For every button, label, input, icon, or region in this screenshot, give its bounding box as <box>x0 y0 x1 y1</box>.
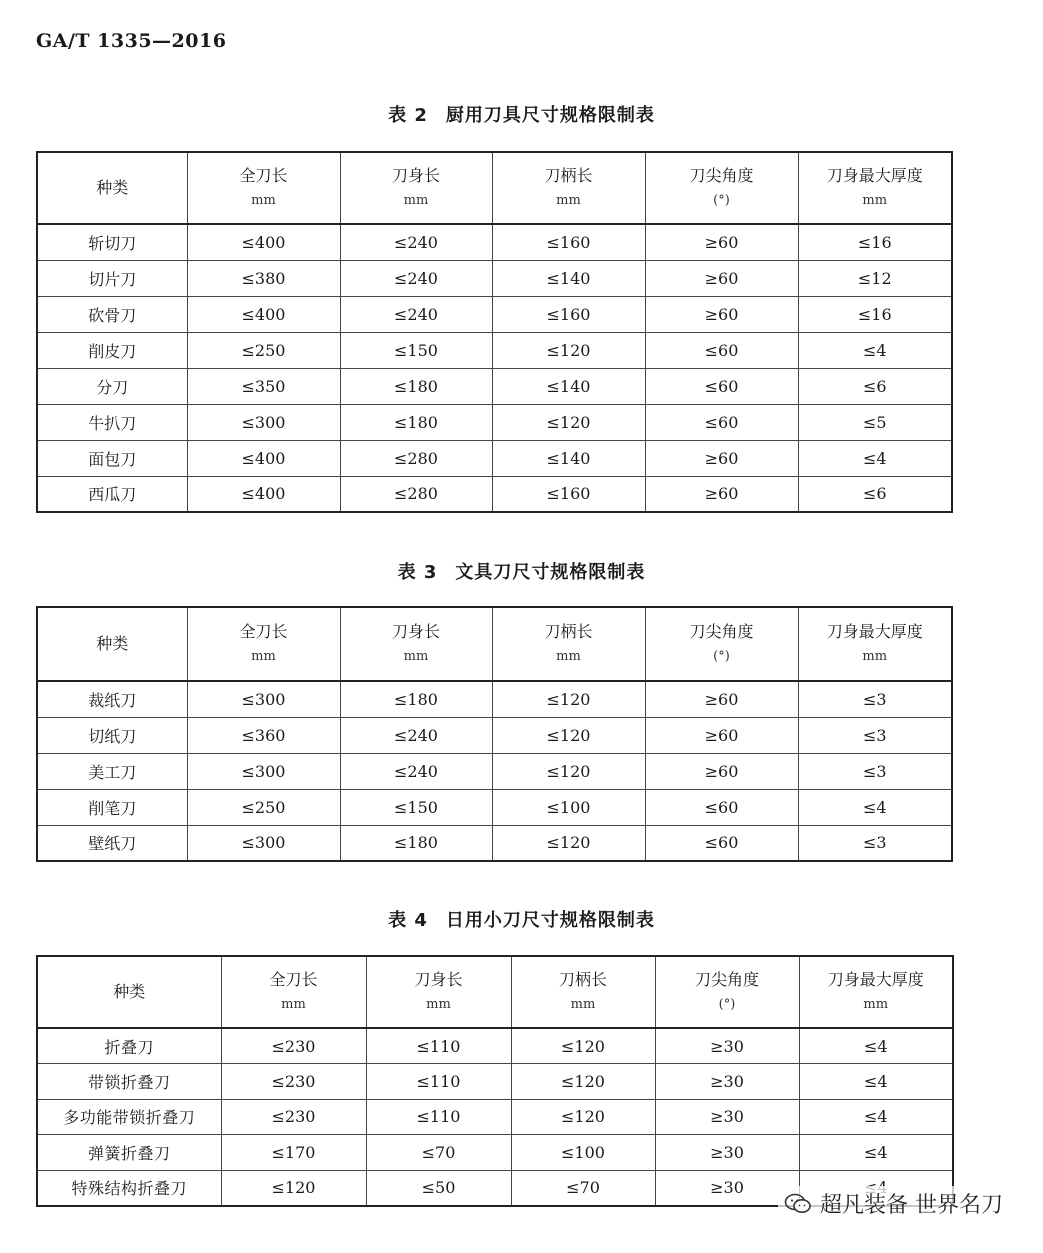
cell-kind: 切纸刀 <box>37 717 187 753</box>
cell-kind: 西瓜刀 <box>37 476 187 512</box>
cell-total-length: ≤250 <box>187 789 340 825</box>
header-label: 刀身长 <box>391 622 440 641</box>
cell-tip-angle: ≥60 <box>645 753 798 789</box>
table-4-number: 表 4 <box>388 910 428 931</box>
cell-blade-thickness: ≤6 <box>798 476 952 512</box>
header-kind <box>37 956 221 1028</box>
cell-kind: 削皮刀 <box>37 332 187 368</box>
cell-kind: 折叠刀 <box>37 1028 221 1064</box>
header-unit: mm <box>281 997 306 1012</box>
cell-blade-thickness: ≤4 <box>798 332 952 368</box>
table-row <box>37 789 952 825</box>
cell-tip-angle: ≤60 <box>645 789 798 825</box>
cell-kind: 多功能带锁折叠刀 <box>37 1099 221 1135</box>
cell-blade-length: ≤240 <box>340 717 492 753</box>
cell-blade-length: ≤180 <box>340 825 492 861</box>
header-label: 全刀长 <box>239 622 288 641</box>
header-label: 刀身长 <box>391 166 440 185</box>
cell-kind: 美工刀 <box>37 753 187 789</box>
header-label: 种类 <box>96 178 129 197</box>
cell-blade-thickness: ≤4 <box>799 1028 953 1064</box>
document-code: GA/T 1335—2016 <box>36 30 227 52</box>
table-row <box>37 332 952 368</box>
cell-kind: 砍骨刀 <box>37 296 187 332</box>
table-4-caption <box>0 906 1043 932</box>
cell-handle-length: ≤160 <box>492 224 645 260</box>
cell-blade-length: ≤150 <box>340 789 492 825</box>
header-handle-length <box>511 956 655 1028</box>
header-unit: (°) <box>718 997 736 1012</box>
cell-total-length: ≤230 <box>221 1028 366 1064</box>
cell-blade-length: ≤240 <box>340 224 492 260</box>
cell-handle-length: ≤100 <box>492 789 645 825</box>
header-blade-length <box>366 956 511 1028</box>
cell-tip-angle: ≥60 <box>645 224 798 260</box>
header-label: 全刀长 <box>269 970 318 989</box>
table-4 <box>36 955 954 1207</box>
cell-blade-length: ≤180 <box>340 368 492 404</box>
cell-handle-length: ≤120 <box>511 1028 655 1064</box>
cell-tip-angle: ≥60 <box>645 260 798 296</box>
cell-blade-length: ≤240 <box>340 260 492 296</box>
cell-handle-length: ≤160 <box>492 476 645 512</box>
cell-handle-length: ≤140 <box>492 440 645 476</box>
table-row <box>37 1028 953 1064</box>
cell-kind: 牛扒刀 <box>37 404 187 440</box>
header-label: 刀尖角度 <box>689 622 754 641</box>
cell-total-length: ≤360 <box>187 717 340 753</box>
cell-blade-thickness: ≤6 <box>798 368 952 404</box>
header-unit: mm <box>862 193 888 208</box>
cell-kind: 切片刀 <box>37 260 187 296</box>
header-handle-length <box>492 152 645 224</box>
cell-tip-angle: ≤60 <box>645 825 798 861</box>
cell-total-length: ≤300 <box>187 681 340 717</box>
cell-handle-length: ≤70 <box>511 1170 655 1206</box>
cell-handle-length: ≤120 <box>492 681 645 717</box>
cell-handle-length: ≤120 <box>511 1064 655 1100</box>
header-blade-thickness <box>798 607 952 681</box>
cell-handle-length: ≤100 <box>511 1135 655 1171</box>
cell-total-length: ≤400 <box>187 224 340 260</box>
cell-blade-length: ≤180 <box>340 681 492 717</box>
cell-blade-thickness: ≤4 <box>799 1135 953 1171</box>
cell-blade-thickness: ≤4 <box>799 1099 953 1135</box>
header-unit: (°) <box>713 193 730 208</box>
table-row <box>37 753 952 789</box>
header-label: 种类 <box>113 982 146 1001</box>
table-row <box>37 260 952 296</box>
cell-handle-length: ≤120 <box>492 332 645 368</box>
header-unit: mm <box>556 649 581 664</box>
cell-handle-length: ≤140 <box>492 368 645 404</box>
cell-blade-thickness: ≤4 <box>799 1064 953 1100</box>
cell-blade-thickness: ≤3 <box>798 717 952 753</box>
cell-total-length: ≤230 <box>221 1099 366 1135</box>
table-3-caption <box>0 558 1043 584</box>
header-total-length <box>187 152 340 224</box>
table-2-title: 厨用刀具尺寸规格限制表 <box>445 105 655 126</box>
cell-total-length: ≤250 <box>187 332 340 368</box>
header-label: 全刀长 <box>239 166 288 185</box>
cell-blade-thickness: ≤16 <box>798 296 952 332</box>
cell-tip-angle: ≥60 <box>645 717 798 753</box>
table-2-caption <box>0 101 1043 127</box>
cell-total-length: ≤230 <box>221 1064 366 1100</box>
table-row <box>37 368 952 404</box>
table-row <box>37 296 952 332</box>
cell-total-length: ≤300 <box>187 753 340 789</box>
cell-handle-length: ≤140 <box>492 260 645 296</box>
cell-tip-angle: ≥60 <box>645 681 798 717</box>
header-blade-thickness <box>798 152 952 224</box>
cell-total-length: ≤350 <box>187 368 340 404</box>
cell-blade-length: ≤240 <box>340 753 492 789</box>
header-unit: mm <box>251 193 276 208</box>
table-row <box>37 476 952 512</box>
cell-handle-length: ≤120 <box>492 825 645 861</box>
cell-tip-angle: ≥30 <box>655 1170 799 1206</box>
header-tip-angle <box>655 956 799 1028</box>
header-blade-length <box>340 152 492 224</box>
table-3 <box>36 606 953 862</box>
table-row <box>37 1099 953 1135</box>
cell-blade-length: ≤110 <box>366 1028 511 1064</box>
cell-tip-angle: ≥30 <box>655 1064 799 1100</box>
wechat-icon <box>784 1193 812 1215</box>
cell-blade-length: ≤180 <box>340 404 492 440</box>
cell-kind: 壁纸刀 <box>37 825 187 861</box>
cell-blade-length: ≤150 <box>340 332 492 368</box>
cell-blade-length: ≤50 <box>366 1170 511 1206</box>
header-unit: mm <box>251 649 276 664</box>
table-4-title: 日用小刀尺寸规格限制表 <box>445 910 655 931</box>
header-label: 刀身最大厚度 <box>826 166 923 185</box>
cell-tip-angle: ≤60 <box>645 332 798 368</box>
cell-tip-angle: ≤60 <box>645 404 798 440</box>
cell-kind: 斩切刀 <box>37 224 187 260</box>
cell-total-length: ≤120 <box>221 1170 366 1206</box>
header-label: 刀柄长 <box>544 166 593 185</box>
cell-blade-length: ≤280 <box>340 440 492 476</box>
cell-blade-thickness: ≤3 <box>798 753 952 789</box>
table-2-number: 表 2 <box>388 105 428 126</box>
cell-blade-thickness: ≤3 <box>798 825 952 861</box>
cell-tip-angle: ≥30 <box>655 1028 799 1064</box>
cell-total-length: ≤300 <box>187 404 340 440</box>
cell-handle-length: ≤120 <box>492 753 645 789</box>
cell-handle-length: ≤120 <box>492 717 645 753</box>
header-label: 刀尖角度 <box>694 970 759 989</box>
table-row <box>37 1064 953 1100</box>
header-label: 刀身长 <box>414 970 463 989</box>
cell-blade-thickness: ≤3 <box>798 681 952 717</box>
cell-blade-length: ≤280 <box>340 476 492 512</box>
cell-total-length: ≤400 <box>187 440 340 476</box>
cell-blade-thickness: ≤4 <box>798 789 952 825</box>
watermark-text: 超凡装备 世界名刀 <box>820 1193 1003 1218</box>
table-row <box>37 717 952 753</box>
cell-handle-length: ≤120 <box>492 404 645 440</box>
cell-blade-thickness: ≤4 <box>798 440 952 476</box>
header-unit: mm <box>426 997 451 1012</box>
header-unit: mm <box>863 997 889 1012</box>
header-unit: mm <box>403 193 429 208</box>
table-row <box>37 224 952 260</box>
cell-total-length: ≤170 <box>221 1135 366 1171</box>
cell-total-length: ≤400 <box>187 296 340 332</box>
header-blade-thickness <box>799 956 953 1028</box>
cell-kind: 弹簧折叠刀 <box>37 1135 221 1171</box>
cell-blade-thickness: ≤5 <box>798 404 952 440</box>
header-label: 刀柄长 <box>558 970 607 989</box>
header-unit: (°) <box>713 649 730 664</box>
header-blade-length <box>340 607 492 681</box>
table-3-number: 表 3 <box>397 562 438 583</box>
header-label: 刀身最大厚度 <box>826 622 923 641</box>
table-row <box>37 404 952 440</box>
header-label: 种类 <box>96 634 129 653</box>
header-unit: mm <box>862 649 888 664</box>
header-label: 刀尖角度 <box>689 166 754 185</box>
table-3-title: 文具刀尺寸规格限制表 <box>455 562 646 583</box>
cell-blade-length: ≤110 <box>366 1099 511 1135</box>
header-total-length <box>187 607 340 681</box>
cell-kind: 特殊结构折叠刀 <box>37 1170 221 1206</box>
cell-total-length: ≤300 <box>187 825 340 861</box>
cell-kind: 面包刀 <box>37 440 187 476</box>
header-tip-angle <box>645 152 798 224</box>
cell-tip-angle: ≥60 <box>645 296 798 332</box>
cell-kind: 削笔刀 <box>37 789 187 825</box>
table-row <box>37 681 952 717</box>
table-row <box>37 825 952 861</box>
header-handle-length <box>492 607 645 681</box>
header-label: 刀身最大厚度 <box>827 970 924 989</box>
header-tip-angle <box>645 607 798 681</box>
cell-tip-angle: ≥30 <box>655 1099 799 1135</box>
table-2 <box>36 151 953 513</box>
cell-kind: 裁纸刀 <box>37 681 187 717</box>
table-row <box>37 1135 953 1171</box>
cell-total-length: ≤400 <box>187 476 340 512</box>
cell-tip-angle: ≥60 <box>645 476 798 512</box>
header-unit: mm <box>403 649 429 664</box>
header-kind <box>37 152 187 224</box>
cell-kind: 分刀 <box>37 368 187 404</box>
table-row <box>37 440 952 476</box>
cell-tip-angle: ≤60 <box>645 368 798 404</box>
header-kind <box>37 607 187 681</box>
cell-blade-length: ≤240 <box>340 296 492 332</box>
header-unit: mm <box>570 997 596 1012</box>
header-total-length <box>221 956 366 1028</box>
cell-tip-angle: ≥30 <box>655 1135 799 1171</box>
cell-blade-thickness: ≤12 <box>798 260 952 296</box>
watermark <box>778 1186 1009 1221</box>
cell-blade-length: ≤110 <box>366 1064 511 1100</box>
cell-handle-length: ≤120 <box>511 1099 655 1135</box>
cell-tip-angle: ≥60 <box>645 440 798 476</box>
cell-total-length: ≤380 <box>187 260 340 296</box>
cell-handle-length: ≤160 <box>492 296 645 332</box>
cell-blade-length: ≤70 <box>366 1135 511 1171</box>
cell-kind: 带锁折叠刀 <box>37 1064 221 1100</box>
header-unit: mm <box>556 193 581 208</box>
cell-blade-thickness: ≤16 <box>798 224 952 260</box>
header-label: 刀柄长 <box>544 622 593 641</box>
